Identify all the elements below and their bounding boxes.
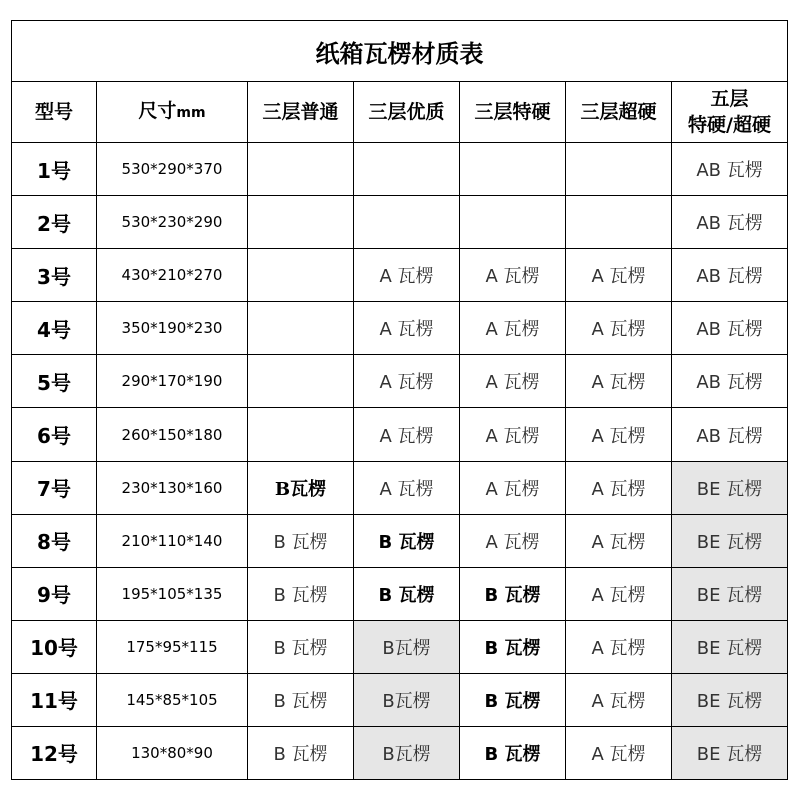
material-cell-c5: A 瓦楞 xyxy=(460,514,566,567)
material-cell-c5 xyxy=(460,196,566,249)
header-three-layer-standard: 三层普通 xyxy=(248,82,354,143)
table-row xyxy=(12,567,788,620)
material-cell-c4: A 瓦楞 xyxy=(354,355,460,408)
material-cell-c5: B 瓦楞 xyxy=(460,726,566,779)
model-cell: 11号 xyxy=(12,673,97,726)
model-cell: 1号 xyxy=(12,143,97,196)
material-cell-c4: A 瓦楞 xyxy=(354,302,460,355)
model-cell: 4号 xyxy=(12,302,97,355)
material-cell-c3: B 瓦楞 xyxy=(248,514,354,567)
material-cell-c4: A 瓦楞 xyxy=(354,408,460,461)
size-cell: 175*95*115 xyxy=(97,620,248,673)
material-cell-c3: B 瓦楞 xyxy=(248,620,354,673)
table-row xyxy=(12,726,788,779)
material-cell-c6: A 瓦楞 xyxy=(566,726,672,779)
material-cell-c5 xyxy=(460,143,566,196)
header-five-layer xyxy=(672,82,788,143)
model-cell: 5号 xyxy=(12,355,97,408)
material-cell-c7: BE 瓦楞 xyxy=(672,514,788,567)
material-cell-c6: A 瓦楞 xyxy=(566,514,672,567)
material-cell-c5: A 瓦楞 xyxy=(460,249,566,302)
material-cell-c4: B瓦楞 xyxy=(354,726,460,779)
material-cell-c3 xyxy=(248,249,354,302)
material-cell-c7: BE 瓦楞 xyxy=(672,620,788,673)
size-cell: 530*230*290 xyxy=(97,196,248,249)
size-cell: 145*85*105 xyxy=(97,673,248,726)
model-cell: 6号 xyxy=(12,408,97,461)
header-three-layer-premium: 三层优质 xyxy=(354,82,460,143)
table-row xyxy=(12,620,788,673)
material-cell-c5: B 瓦楞 xyxy=(460,673,566,726)
table-row xyxy=(12,249,788,302)
model-cell: 12号 xyxy=(12,726,97,779)
header-size-unit: mm xyxy=(176,105,206,122)
material-cell-c3 xyxy=(248,355,354,408)
table-row xyxy=(12,408,788,461)
table-row xyxy=(12,196,788,249)
material-cell-c6 xyxy=(566,196,672,249)
material-cell-c7: AB 瓦楞 xyxy=(672,196,788,249)
model-cell: 3号 xyxy=(12,249,97,302)
material-cell-c3 xyxy=(248,302,354,355)
material-cell-c4 xyxy=(354,143,460,196)
header-three-layer-super-hard: 三层超硬 xyxy=(566,82,672,143)
material-cell-c3: B瓦楞 xyxy=(248,461,354,514)
table-row xyxy=(12,514,788,567)
material-cell-c5: A 瓦楞 xyxy=(460,408,566,461)
material-cell-c6: A 瓦楞 xyxy=(566,408,672,461)
size-cell: 195*105*135 xyxy=(97,567,248,620)
material-cell-c7: BE 瓦楞 xyxy=(672,567,788,620)
size-cell: 430*210*270 xyxy=(97,249,248,302)
material-cell-c3: B 瓦楞 xyxy=(248,673,354,726)
table-row xyxy=(12,143,788,196)
material-cell-c6: A 瓦楞 xyxy=(566,673,672,726)
model-cell: 7号 xyxy=(12,461,97,514)
header-model: 型号 xyxy=(12,82,97,143)
material-cell-c6: A 瓦楞 xyxy=(566,302,672,355)
material-cell-c7: BE 瓦楞 xyxy=(672,726,788,779)
material-cell-c6 xyxy=(566,143,672,196)
size-cell: 260*150*180 xyxy=(97,408,248,461)
material-cell-c6: A 瓦楞 xyxy=(566,567,672,620)
material-cell-c5: A 瓦楞 xyxy=(460,355,566,408)
header-three-layer-extra-hard: 三层特硬 xyxy=(460,82,566,143)
size-cell: 230*130*160 xyxy=(97,461,248,514)
material-cell-c7: BE 瓦楞 xyxy=(672,673,788,726)
material-cell-c4 xyxy=(354,196,460,249)
material-cell-c3 xyxy=(248,196,354,249)
material-cell-c6: A 瓦楞 xyxy=(566,461,672,514)
model-cell: 10号 xyxy=(12,620,97,673)
material-cell-c6: A 瓦楞 xyxy=(566,355,672,408)
header-size-label: 尺寸 xyxy=(138,100,177,123)
material-cell-c5: B 瓦楞 xyxy=(460,620,566,673)
material-cell-c3 xyxy=(248,143,354,196)
header-size xyxy=(97,82,248,143)
size-cell: 210*110*140 xyxy=(97,514,248,567)
material-cell-c5: A 瓦楞 xyxy=(460,302,566,355)
material-cell-c4: B瓦楞 xyxy=(354,673,460,726)
material-cell-c4: B 瓦楞 xyxy=(354,567,460,620)
material-cell-c7: AB 瓦楞 xyxy=(672,302,788,355)
model-cell: 2号 xyxy=(12,196,97,249)
size-cell: 530*290*370 xyxy=(97,143,248,196)
material-cell-c5: A 瓦楞 xyxy=(460,461,566,514)
material-cell-c7: AB 瓦楞 xyxy=(672,249,788,302)
material-cell-c5: B 瓦楞 xyxy=(460,567,566,620)
material-cell-c6: A 瓦楞 xyxy=(566,249,672,302)
material-table xyxy=(11,20,788,780)
model-cell: 8号 xyxy=(12,514,97,567)
model-cell: 9号 xyxy=(12,567,97,620)
size-cell: 350*190*230 xyxy=(97,302,248,355)
size-cell: 130*80*90 xyxy=(97,726,248,779)
material-cell-c7: BE 瓦楞 xyxy=(672,461,788,514)
material-cell-c3 xyxy=(248,408,354,461)
material-cell-c7: AB 瓦楞 xyxy=(672,143,788,196)
material-cell-c3: B 瓦楞 xyxy=(248,567,354,620)
material-cell-c3: B 瓦楞 xyxy=(248,726,354,779)
table-row xyxy=(12,461,788,514)
table-row xyxy=(12,302,788,355)
table-row xyxy=(12,673,788,726)
size-cell: 290*170*190 xyxy=(97,355,248,408)
material-cell-c7: AB 瓦楞 xyxy=(672,355,788,408)
material-cell-c4: A 瓦楞 xyxy=(354,461,460,514)
material-cell-c6: A 瓦楞 xyxy=(566,620,672,673)
table-title: 纸箱瓦楞材质表 xyxy=(12,21,788,82)
header-five-layer-line1: 五层 xyxy=(710,88,749,111)
material-cell-c4: B瓦楞 xyxy=(354,620,460,673)
header-row xyxy=(12,82,788,143)
table-row xyxy=(12,355,788,408)
material-cell-c7: AB 瓦楞 xyxy=(672,408,788,461)
header-five-layer-line2: 特硬/超硬 xyxy=(688,114,771,137)
material-cell-c4: B 瓦楞 xyxy=(354,514,460,567)
title-row xyxy=(12,21,788,82)
material-cell-c4: A 瓦楞 xyxy=(354,249,460,302)
